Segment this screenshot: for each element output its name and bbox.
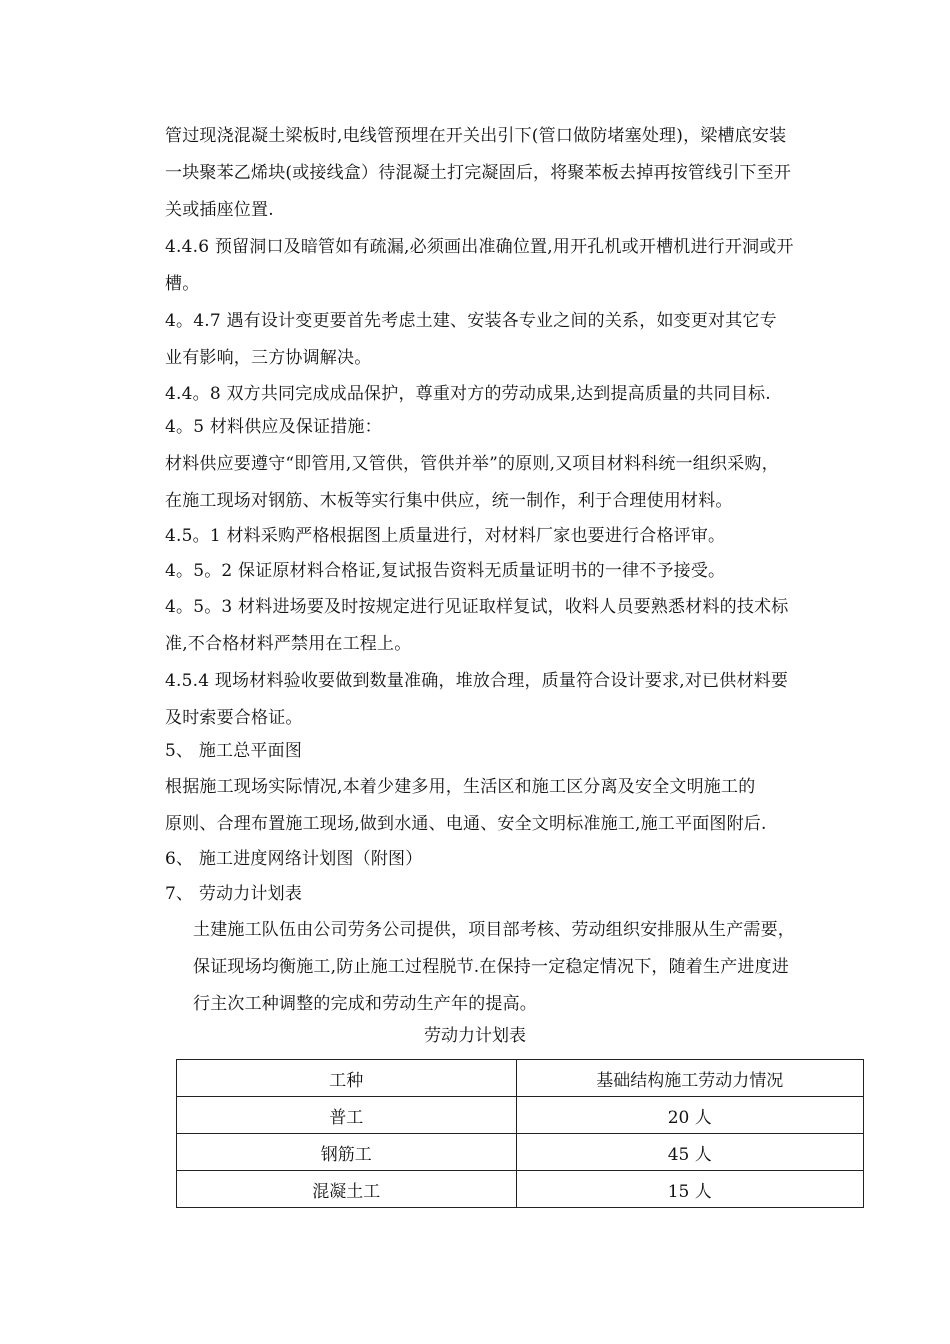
- table-title: 劳动力计划表: [424, 1026, 526, 1046]
- body-line-20: 原则、合理布置施工现场,做到水通、电通、安全文明标准施工,施工平面图附后.: [165, 814, 767, 834]
- header-cell-trade: 工种: [177, 1060, 517, 1097]
- table-cell-trade: 钢筋工: [177, 1134, 517, 1171]
- body-line-4: 4.4.6 预留洞口及暗管如有疏漏,必须画出准确位置,用开孔机或开槽机进行开洞或开: [165, 237, 794, 257]
- section-heading-7: 7、 劳动力计划表: [165, 884, 303, 904]
- body-line-16: 4.5.4 现场材料验收要做到数量准确，堆放合理，质量符合设计要求,对已供材料要: [165, 671, 789, 691]
- body-line-3: 关或插座位置.: [165, 200, 274, 220]
- body-line-2: 一块聚苯乙烯块(或接线盒）待混凝土打完凝固后，将聚苯板去掉再按管线引下至开: [165, 163, 792, 183]
- table-cell-labor: 15 人: [516, 1171, 864, 1208]
- table-cell-labor: 45 人: [516, 1134, 864, 1171]
- section-heading-4-5: 4。5 材料供应及保证措施：: [165, 417, 382, 437]
- table-row: [177, 1171, 864, 1208]
- body-line-23: 土建施工队伍由公司劳务公司提供，项目部考核、劳动组织安排服从生产需要，: [193, 920, 795, 940]
- table-row: [177, 1134, 864, 1171]
- body-line-10: 材料供应要遵守“即管用,又管供，管供并举”的原则,又项目材料科统一组织采购，: [165, 454, 779, 474]
- table-row: [177, 1097, 864, 1134]
- section-heading-6: 6、 施工进度网络计划图（附图）: [165, 849, 423, 869]
- body-line-5: 槽。: [165, 274, 200, 294]
- body-line-8: 4.4。8 双方共同完成成品保护，尊重对方的劳动成果,达到提高质量的共同目标.: [165, 384, 771, 404]
- labor-plan-table: [176, 1059, 864, 1208]
- body-line-15: 准,不合格材料严禁用在工程上。: [165, 634, 412, 654]
- body-line-24: 保证现场均衡施工,防止施工过程脱节.在保持一定稳定情况下，随着生产进度进: [193, 957, 790, 977]
- header-cell-labor: 基础结构施工劳动力情况: [516, 1060, 864, 1097]
- table-cell-trade: 普工: [177, 1097, 517, 1134]
- body-line-25: 行主次工种调整的完成和劳动生产年的提高。: [193, 994, 537, 1014]
- table-cell-labor: 20 人: [516, 1097, 864, 1134]
- body-line-13: 4。5。2 保证原材料合格证,复试报告资料无质量证明书的一律不予接受。: [165, 561, 726, 581]
- table-header-row: [177, 1060, 864, 1097]
- body-line-19: 根据施工现场实际情况,本着少建多用，生活区和施工区分离及安全文明施工的: [165, 777, 756, 797]
- body-line-12: 4.5。1 材料采购严格根据图上质量进行，对材料厂家也要进行合格评审。: [165, 526, 726, 546]
- body-line-1: 管过现浇混凝土梁板时,电线管预埋在开关出引下(管口做防堵塞处理)，梁槽底安装: [165, 126, 787, 146]
- body-line-14: 4。5。3 材料进场要及时按规定进行见证取样复试，收料人员要熟悉材料的技术标: [165, 597, 789, 617]
- section-heading-5: 5、 施工总平面图: [165, 741, 303, 761]
- body-line-17: 及时索要合格证。: [165, 708, 303, 728]
- body-line-7: 业有影响，三方协调解决。: [165, 348, 372, 368]
- body-line-11: 在施工现场对钢筋、木板等实行集中供应，统一制作，利于合理使用材料。: [165, 491, 733, 511]
- body-line-6: 4。4.7 遇有设计变更要首先考虑土建、安装各专业之间的关系，如变更对其它专: [165, 311, 777, 331]
- table-cell-trade: 混凝土工: [177, 1171, 517, 1208]
